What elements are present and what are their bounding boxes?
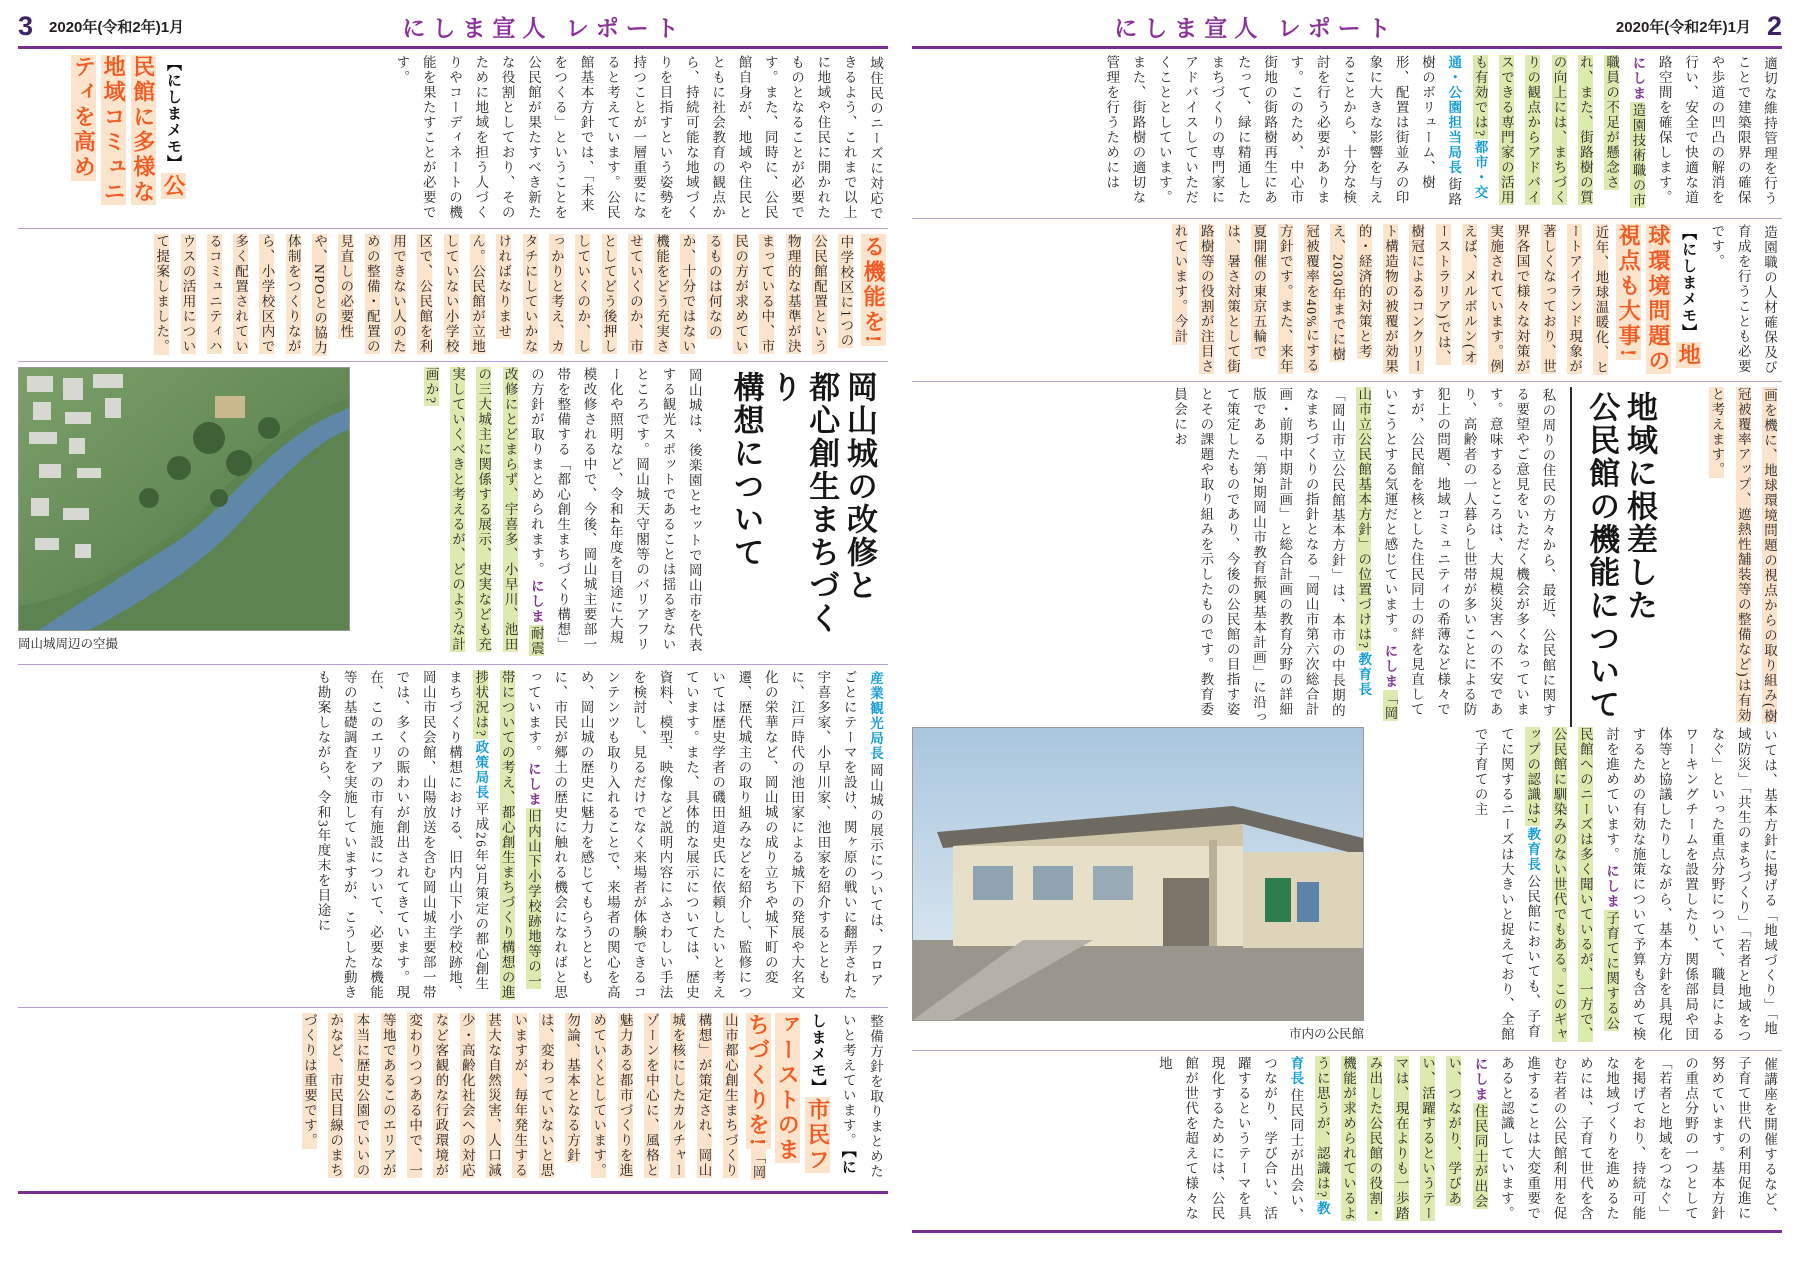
headline-okayama-castle: 岡山城の改修と 都心創生まちづくり 構想について [728, 371, 877, 635]
nishima-memo-body: る機能を!中学校区に1つの公民館配置という物理的な基準が決まっている中、市民の方が求めているものは何なのか、十分ではない機能をどう充実させていくのか、市としてどう後押ししていくのか、しっかりと考え、カタチにしていかなければなりません。公民館が立地していない小学校区で、公民館を利用できない人のための整備・配置の見直しの必要性や、NPOとの協力体制をつくりながら、小学校区内で多く配置されているコミュニティハウスの活用について提案しました。 [154, 234, 886, 356]
environment-memo-tail: 画を機に、地球環境問題の視点からの取り組み(樹冠被覆率アップ、遮熱性舗装等の整備など)は有効と考えます。 [1709, 387, 1777, 724]
castle-article-section [18, 367, 888, 659]
page-2-header [912, 8, 1782, 44]
header-rule [18, 46, 888, 49]
page-3 [18, 8, 888, 1267]
kominkan-qa-section [912, 727, 1782, 1045]
article-text: 域住民のニーズに対応できるよう、これまで以上に地域や住民に開かれたものとなることが必要です。また、同時に、公民館自身が、地域や住民とともに社会教育の観点から、持続可能な地域づくりを目指すという姿勢を持つことが一層重要になると考えています。公民館基本方針では、「未来をつくる」ということを公民館が果たすべき新たな役割としており、そのために地域を担う人づくりやコーディネートの機能を果たすことが必要です。 [394, 55, 883, 221]
aerial-photo-caption: 岡山城周辺の空撮 [18, 637, 119, 651]
footer-rule [18, 1191, 888, 1194]
aerial-photo [18, 367, 350, 659]
band-divider [912, 1050, 1782, 1051]
band-divider [18, 1007, 888, 1008]
band-divider [912, 218, 1782, 219]
footer-rule [912, 1230, 1782, 1233]
nishima-memo-title: 【にしまメモ】公民館に多様な地域コミュニティを高め [71, 55, 186, 205]
newsletter-logo: にしま宣人 レポート [1114, 14, 1398, 41]
page-3-header [18, 8, 888, 44]
citizen-first-memo-band: 整備方針を取りまとめたいと考えています。【にしまメモ】市民ファーストのまちづくりを!「岡山市都心創生まちづくり構想」が策定され、岡山城を核にしたカルチャーゾーンを中心に、風格と魅力ある都市づくりを進めていくとしています。勿論、基本となる方針は、変わっていないと思いますが、毎年発生する甚大な自然災害、人口減少・高齢化社会への対応など客観的な行政環境が変わりつつある中で、一等地であるこのエリアが本当に歴史公園でいいのかなど、市民目線のまちづくりは重要です。 [301, 1013, 883, 1181]
issue-date: 2020年(令和2年)1月 [1615, 18, 1751, 36]
page-number: 3 [18, 10, 34, 41]
kominkan-qa-bottom-band: 催講座を開催するなど、子育て世代の利用促進に努めています。基本方針の重点分野の一つとして「若者と地域をつなぐ」を掲げており、持続可能な地域づくりを進めるためには、子育て世代を含む若者の公民館利用を促進することは大変重要であると認識しています。にしま住民同士が出会い、つながり、学びあい、活躍するというテーマは、現在よりも一歩踏み出した公民館の役割・機能が求められているように思うが、認識は?教育長住民同士が出会い、つながり、学び合い、活躍するというテーマを具現化するためには、公民館が世代を超えて様々な地 [1156, 1056, 1777, 1223]
community-center-photo [912, 727, 1364, 1045]
kominkan-article-lede: 私の周りの住民の方々から、最近、公民館に関する要望やご意見をいただく機会が多くなっています。意味するところは、大規模災害への不安であり、高齢者の一人暮らし世帯が多いことによる防犯上の問題、地域コミュニティの希薄など様々ですが、公民館を核とした住民同士の絆を見直していこうとする気運だと感じています。にしま「岡山市立公民館基本方針」の位置づけは?教育長「岡山市立公民館基本方針」は、本市の中長期的なまちづくりの指針となる「岡山市第六次総合計画・前期中期計画」と総合計画の教育分野の詳細版である「第2期岡山市教育振興基本計画」に沿って策定したものであり、今後の公民館の目指す姿とその課題や取り組みを示したものです。教育委員会にお [1172, 387, 1556, 726]
header-rule [912, 46, 1782, 49]
community-center-caption: 市内の公民館 [1288, 1027, 1364, 1041]
band-divider [18, 664, 888, 665]
aerial-photo-image [18, 367, 350, 631]
band-divider [912, 381, 1782, 382]
continued-article-band [18, 55, 888, 223]
street-trees-qa-band: 適切な維持管理を行うことで建築限界の確保や歩道の凹凸の解消を行い、安全で快適な道路空間を確保します。にしま造園技術職の市職員の不足が懸念され、また、街路樹の質の向上には、まちづくりの観点からアドバイスできる専門家の活用も有効では?都市・交通・公園担当局長街路樹のボリューム、樹形、配置は街並みの印象に大きな影響を与えることから、十分な検討を行う必要があります。このため、中心市街地の街路樹再生にあたって、緑に精通したまちづくりの専門家にアドバイスしていただくこととしています。また、街路樹の適切な管理を行うためには [1104, 55, 1777, 208]
page-2 [912, 8, 1782, 1267]
environment-memo-band: 造園職の人材確保及び育成を行うことも必要です。【にしまメモ】地球環境問題の視点も大事!近年、地球温暖化、ヒートアイランド現象が著しくなっており、世界各国で様々な対策が実施されています。例えば、メルボルン(オーストラリア)では、樹冠によるコンクリート構造物の被覆が効果的・経済的対策と考え、2030年までに樹冠被覆率を40%にする方針です。また、来年夏開催の東京五輪では、暑さ対策として街路樹等の役割が注目されています。今計 [1172, 224, 1777, 375]
band-divider [18, 361, 888, 362]
kominkan-qa-text: いては、基本方針に掲げる「地域づくり」「地域防災」「共生のまちづくり」「若者と地域をつなぐ」といった重点分野について、職員によるワーキングチームを設置したり、関係部局や団体等と協議したりしながら、基本方針を具現化するための有効な施策について予算も含めて検討を進めています。にしま子育てに関する公民館へのニーズは多く聞いているが、一方で、公民館に馴染みのない世代でもある。このギャップの認識は?教育長公民館においても、子育てに関するニーズは大きいと捉えており、全館で子育ての主 [1472, 727, 1777, 1044]
band-divider [18, 228, 888, 229]
issue-date: 2020年(令和2年)1月 [49, 18, 185, 36]
castle-qa-band: 産業観光局長岡山城の展示については、フロアごとにテーマを設け、関ヶ原の戦いに翻弄された宇喜多家、小早川家、池田家を紹介するとともに、江戸時代の池田家による城下の発展や大名文化の栄華など、岡山城の成り立ちや城下町の変遷、歴代城主の取り組みなどを紹介し、監修については歴史学者の磯田道史氏に依頼したいと考えています。また、具体的な展示については、歴史資料、模型、映像など説明内容にふさわしい手法を検討し、見るだけでなく来場者が体験できるコンテンツも取り入れることで、来場者の関心を高め、岡山城の歴史に魅力を感じてもらうとともに、市民が郷土の歴史に触れる機会になればと思っています。にしま旧内山下小学校跡地等の一帯についての考え、都心創生まちづくり構想の進捗状況は?政策局長平成26年3月策定の都心創生まちづくり構想における、旧内山下小学校跡地、岡山市民会館、山陽放送を含む岡山城主要部一帯では、多くの賑わいが創出されてきています。現在、このエリアの市有施設について、必要な機能等の基礎調査を実施していますが、こうした動きも勘案しながら、令和3年度末を目途に [315, 670, 883, 1000]
newsletter-logo: にしま宣人 レポート [402, 14, 686, 41]
headline-kominkan: 地域に根差した 公民館の機能について [1570, 387, 1668, 727]
castle-article-lede: 岡山城は、後楽園とセットで岡山市を代表する観光スポットであることは揺るぎないところです。岡山城天守閣等のバリアフリー化や照明など、令和4年度を目途に大規模改修される中で、今後、岡山城主要部一帯を整備する「都心創生まちづくり構想」の方針が取りまとめられます。にしま耐震改修にとどまらず、宇喜多、小早川、池田の三大城主に関係する展示、史実なども充実していくべきと考えるが、どのような計画か? [423, 367, 702, 656]
kominkan-article-section [912, 387, 1782, 727]
page-number: 2 [1766, 10, 1782, 41]
community-center-photo-image [912, 727, 1364, 1021]
